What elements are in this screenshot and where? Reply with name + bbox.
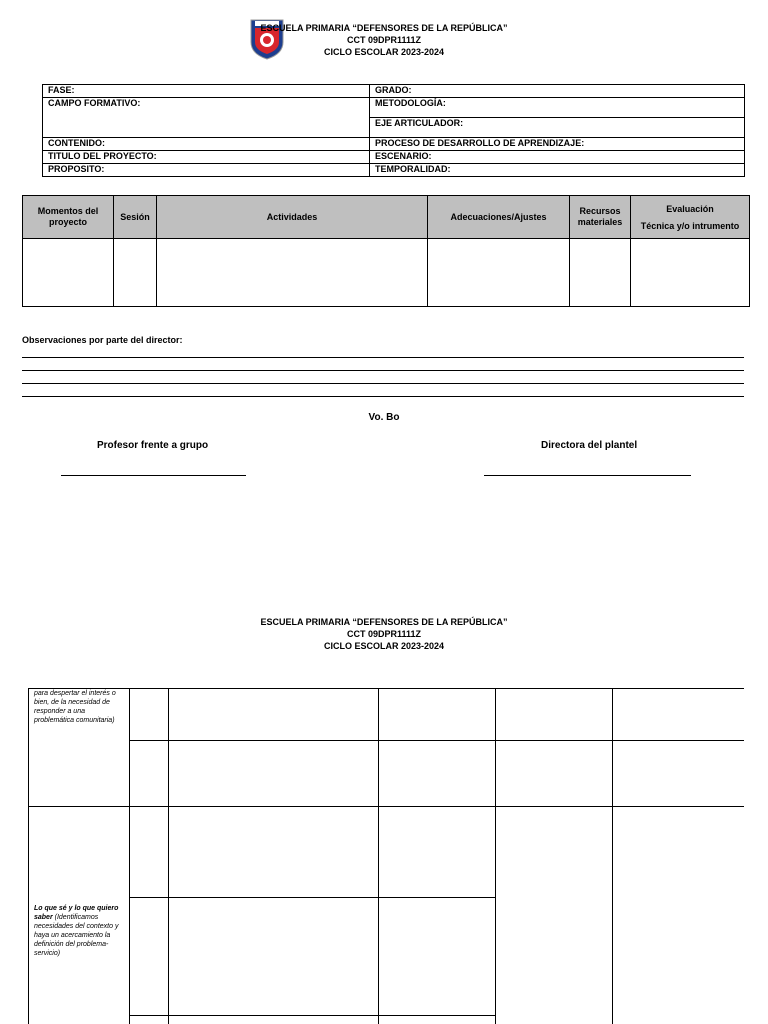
sesion-cell[interactable] xyxy=(114,239,157,307)
table-row xyxy=(23,239,750,307)
evaluacion-cell[interactable] xyxy=(613,689,745,741)
project-info-table xyxy=(42,84,745,177)
sesion-cell[interactable] xyxy=(130,1016,169,1024)
temporalidad-cell[interactable]: TEMPORALIDAD: xyxy=(370,164,745,177)
page2-table xyxy=(28,688,744,1024)
table-row xyxy=(29,741,745,807)
school-cycle: CICLO ESCOLAR 2023-2024 xyxy=(323,641,445,651)
vobo-label: Vo. Bo xyxy=(368,412,400,423)
proposito-cell[interactable]: PROPOSITO: xyxy=(43,164,370,177)
momento-note: (Identificamos necesidades del contexto y haya un acercamiento la definición del problema-servicio) xyxy=(34,914,119,957)
metodologia-cell[interactable]: METODOLOGÍA: xyxy=(370,98,745,118)
actividades-cell[interactable] xyxy=(169,741,379,807)
recursos-cell[interactable] xyxy=(570,239,631,307)
actividades-cell[interactable] xyxy=(157,239,428,307)
director-label: Directora del plantel xyxy=(541,440,638,451)
momentos-cell[interactable] xyxy=(23,239,114,307)
activities-table xyxy=(22,195,750,307)
contenido-cell[interactable]: CONTENIDO: xyxy=(43,138,370,151)
col-actividades: Actividades xyxy=(157,196,428,239)
table-row xyxy=(29,689,745,741)
titulo-cell[interactable]: TITULO DEL PROYECTO: xyxy=(43,151,370,164)
col-sesion: Sesión xyxy=(114,196,157,239)
escenario-cell[interactable]: ESCENARIO: xyxy=(370,151,745,164)
observation-line-1[interactable] xyxy=(22,357,744,358)
actividades-cell[interactable] xyxy=(169,807,379,898)
observation-line-4[interactable] xyxy=(22,396,744,397)
evaluacion-cell[interactable] xyxy=(631,239,750,307)
sesion-cell[interactable] xyxy=(130,741,169,807)
actividades-cell[interactable] xyxy=(169,689,379,741)
page1-header xyxy=(0,22,768,58)
school-cycle: CICLO ESCOLAR 2023-2024 xyxy=(323,47,445,57)
observation-line-3[interactable] xyxy=(22,383,744,384)
sesion-cell[interactable] xyxy=(130,689,169,741)
teacher-label: Profesor frente a grupo xyxy=(97,440,209,451)
col-momentos: Momentos del proyecto xyxy=(23,196,114,239)
campo-formativo-cell[interactable]: CAMPO FORMATIVO: xyxy=(43,98,370,138)
col-evaluacion xyxy=(631,196,750,239)
recursos-cell[interactable] xyxy=(496,807,613,1024)
adecuaciones-cell[interactable] xyxy=(379,689,496,741)
actividades-cell[interactable] xyxy=(169,898,379,1016)
col-recursos: Recursos materiales xyxy=(570,196,631,239)
teacher-signature-line[interactable] xyxy=(61,475,246,476)
momento-note: para despertar el interés o bien, de la necesidad de responder a una problemática comunitaria) xyxy=(34,690,116,724)
col-adecuaciones: Adecuaciones/Ajustes xyxy=(428,196,570,239)
sesion-cell[interactable] xyxy=(130,807,169,898)
sesion-cell[interactable] xyxy=(130,898,169,1016)
page2-header xyxy=(0,616,768,652)
adecuaciones-cell[interactable] xyxy=(379,741,496,807)
momento-block xyxy=(34,904,124,958)
momento-cell xyxy=(29,807,130,1024)
recursos-cell[interactable] xyxy=(496,741,613,807)
evaluacion-cell[interactable] xyxy=(613,807,745,1024)
tecnica-label: Técnica y/o intrumento xyxy=(640,221,740,231)
adecuaciones-cell[interactable] xyxy=(428,239,570,307)
adecuaciones-cell[interactable] xyxy=(379,898,496,1016)
recursos-cell[interactable] xyxy=(496,689,613,741)
evaluacion-label: Evaluación xyxy=(666,204,714,214)
evaluacion-cell[interactable] xyxy=(613,741,745,807)
eje-articulador-cell[interactable]: EJE ARTICULADOR: xyxy=(370,118,745,138)
observation-line-2[interactable] xyxy=(22,370,744,371)
adecuaciones-cell[interactable] xyxy=(379,1016,496,1024)
observations-label: Observaciones por parte del director: xyxy=(22,335,183,345)
school-name: ESCUELA PRIMARIA “DEFENSORES DE LA REPÚBLICA” xyxy=(260,23,508,33)
grado-cell[interactable]: GRADO: xyxy=(370,85,745,98)
school-name: ESCUELA PRIMARIA “DEFENSORES DE LA REPÚBLICA” xyxy=(260,617,508,627)
momento-title: Lo que sé y lo que quiero saber xyxy=(34,905,119,921)
momento-cell xyxy=(29,689,130,807)
actividades-cell[interactable] xyxy=(169,1016,379,1024)
school-cct: CCT 09DPR1111Z xyxy=(346,35,422,45)
pda-cell[interactable]: PROCESO DE DESARROLLO DE APRENDIZAJE: xyxy=(370,138,745,151)
director-signature-line[interactable] xyxy=(484,475,691,476)
adecuaciones-cell[interactable] xyxy=(379,807,496,898)
fase-cell[interactable]: FASE: xyxy=(43,85,370,98)
school-cct: CCT 09DPR1111Z xyxy=(346,629,422,639)
table-row xyxy=(29,807,745,898)
